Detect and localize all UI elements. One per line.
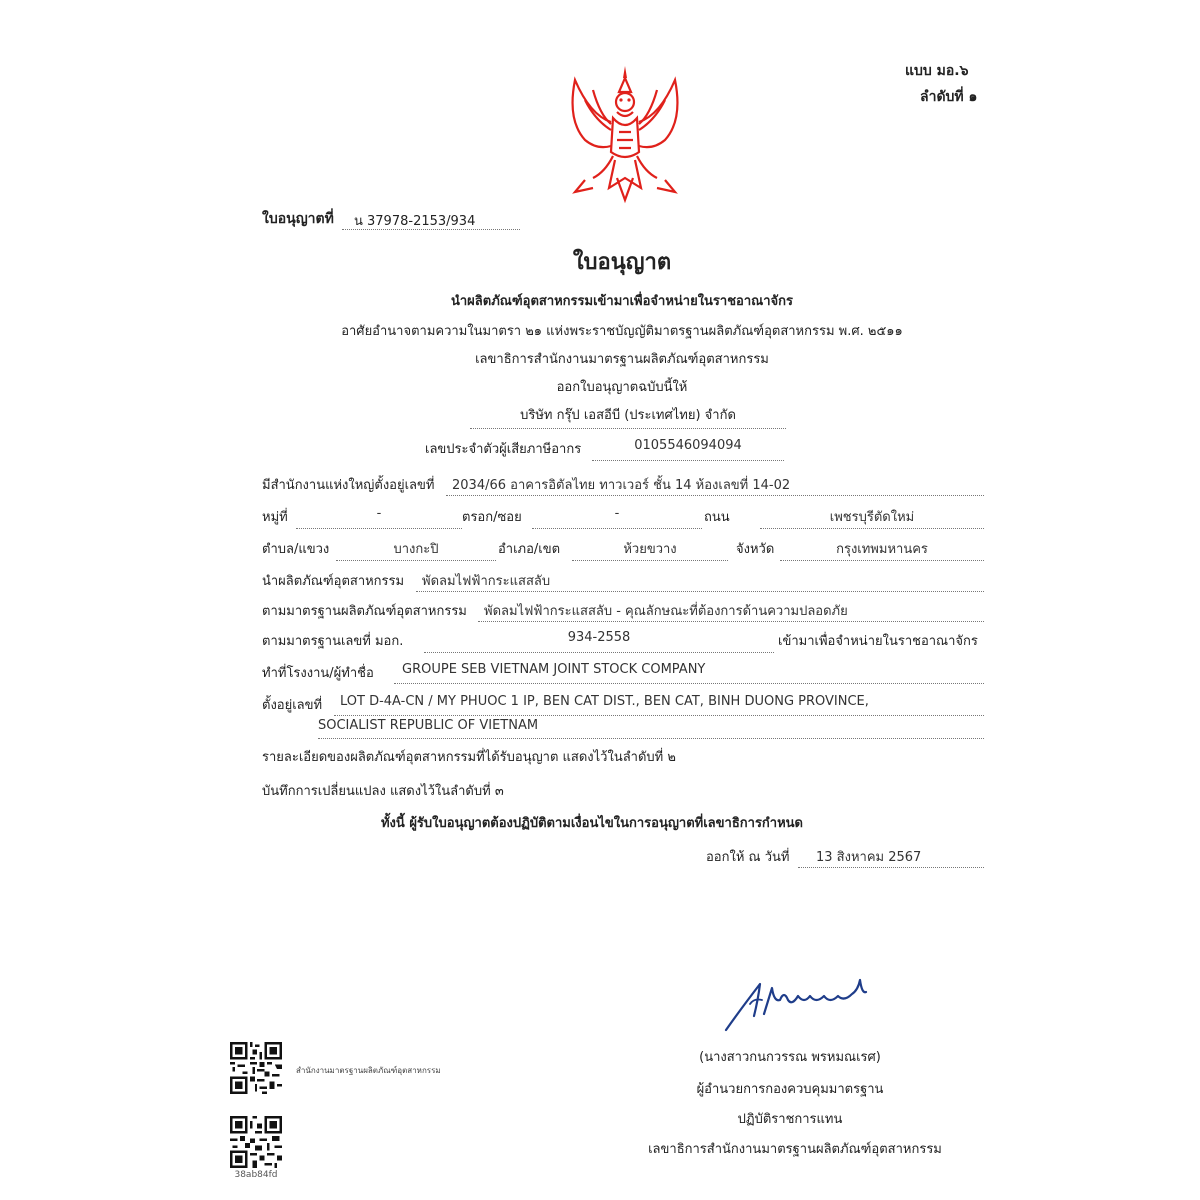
district-label: อำเภอ/เขต bbox=[498, 542, 561, 557]
standard-label: ตามมาตรฐานผลิตภัณฑ์อุตสาหกรรม bbox=[262, 604, 467, 619]
product-value: พัดลมไฟฟ้ากระแสสลับ bbox=[416, 570, 984, 592]
hq-value: 2034/66 อาคารอิตัลไทย ทาวเวอร์ ชั้น 14 ห้องเลขที่ 14-02 bbox=[446, 474, 984, 496]
document-subtitle: นำผลิตภัณฑ์อุตสาหกรรมเข้ามาเพื่อจำหน่ายในราชอาณาจักร bbox=[451, 294, 793, 309]
subdistrict-label: ตำบล/แขวง bbox=[262, 542, 330, 557]
license-no-value: น 37978-2153/934 bbox=[342, 210, 520, 230]
signatory-acting: ปฏิบัติราชการแทน bbox=[737, 1112, 843, 1127]
issuer-line: เลขาธิการสำนักงานมาตรฐานผลิตภัณฑ์อุตสาหกรรม bbox=[475, 352, 769, 367]
standard-no-value: 934-2558 bbox=[424, 630, 774, 653]
product-label: นำผลิตภัณฑ์อุตสาหกรรม bbox=[262, 574, 405, 589]
factory-value: GROUPE SEB VIETNAM JOINT STOCK COMPANY bbox=[394, 662, 984, 684]
qr-code-id: 38ab84fd bbox=[234, 1170, 278, 1180]
date-value: 13 สิงหาคม 2567 bbox=[798, 846, 984, 868]
garuda-emblem-icon bbox=[545, 60, 705, 210]
moo-value: - bbox=[296, 506, 462, 529]
signatory-name: (นางสาวกนกวรรณ พรหมณเรศ) bbox=[699, 1050, 881, 1065]
qr-caption: สำนักงานมาตรฐานผลิตภัณฑ์อุตสาหกรรม bbox=[296, 1066, 441, 1075]
standard-no-suffix: เข้ามาเพื่อจำหน่ายในราชอาณาจักร bbox=[778, 634, 978, 649]
tax-value: 0105546094094 bbox=[592, 438, 784, 461]
signatory-position: ผู้อำนวยการกองควบคุมมาตรฐาน bbox=[696, 1082, 884, 1097]
form-sequence: ลำดับที่ ๑ bbox=[920, 89, 978, 105]
district-value: ห้วยขวาง bbox=[572, 538, 728, 561]
issue-line: ออกใบอนุญาตฉบับนี้ให้ bbox=[556, 380, 688, 395]
road-value: เพชรบุรีตัดใหม่ bbox=[760, 506, 984, 529]
factory-label: ทำที่โรงงาน/ผู้ทำชื่อ bbox=[262, 666, 374, 681]
province-label: จังหวัด bbox=[736, 542, 775, 557]
soi-label: ตรอก/ซอย bbox=[462, 510, 522, 525]
company-name: บริษัท กรุ๊ป เอสอีบี (ประเทศไทย) จำกัด bbox=[470, 404, 786, 429]
road-label: ถนน bbox=[704, 510, 730, 525]
license-no-label: ใบอนุญาตที่ bbox=[262, 211, 334, 227]
qr-code-icon bbox=[230, 1042, 282, 1094]
signature-image bbox=[720, 970, 890, 1040]
date-label: ออกให้ ณ วันที่ bbox=[706, 850, 790, 865]
form-code: แบบ มอ.๖ bbox=[905, 63, 969, 79]
soi-value: - bbox=[532, 506, 702, 529]
address-label: ตั้งอยู่เลขที่ bbox=[262, 698, 323, 713]
address-line1: LOT D-4A-CN / MY PHUOC 1 IP, BEN CAT DIST., BEN CAT, BINH DUONG PROVINCE, bbox=[334, 694, 984, 716]
address-line2: SOCIALIST REPUBLIC OF VIETNAM bbox=[318, 718, 984, 739]
hq-label: มีสำนักงานแห่งใหญ่ตั้งอยู่เลขที่ bbox=[262, 478, 435, 493]
authority-line: อาศัยอำนาจตามความในมาตรา ๒๑ แห่งพระราชบัญญัติมาตรฐานผลิตภัณฑ์อุตสาหกรรม พ.ศ. ๒๕๑๑ bbox=[341, 324, 903, 339]
signatory-office: เลขาธิการสำนักงานมาตรฐานผลิตภัณฑ์อุตสาหกรรม bbox=[648, 1142, 942, 1157]
condition-note: ทั้งนี้ ผู้รับใบอนุญาตต้องปฏิบัติตามเงื่อนไขในการอนุญาตที่เลขาธิการกำหนด bbox=[380, 816, 803, 831]
detail-note: รายละเอียดของผลิตภัณฑ์อุตสาหกรรมที่ได้รับอนุญาต แสดงไว้ในลำดับที่ ๒ bbox=[262, 750, 676, 765]
moo-label: หมู่ที่ bbox=[262, 510, 288, 525]
tax-label: เลขประจำตัวผู้เสียภาษีอากร bbox=[425, 442, 582, 457]
qr-code-verify-icon bbox=[230, 1116, 282, 1168]
document-title: ใบอนุญาต bbox=[572, 250, 672, 275]
standard-no-label: ตามมาตรฐานเลขที่ มอก. bbox=[262, 634, 404, 649]
province-value: กรุงเทพมหานคร bbox=[780, 538, 984, 561]
change-note: บันทึกการเปลี่ยนแปลง แสดงไว้ในลำดับที่ ๓ bbox=[262, 784, 504, 799]
standard-value: พัดลมไฟฟ้ากระแสสลับ - คุณลักษณะที่ต้องการด้านความปลอดภัย bbox=[478, 600, 984, 622]
subdistrict-value: บางกะปิ bbox=[336, 538, 496, 561]
